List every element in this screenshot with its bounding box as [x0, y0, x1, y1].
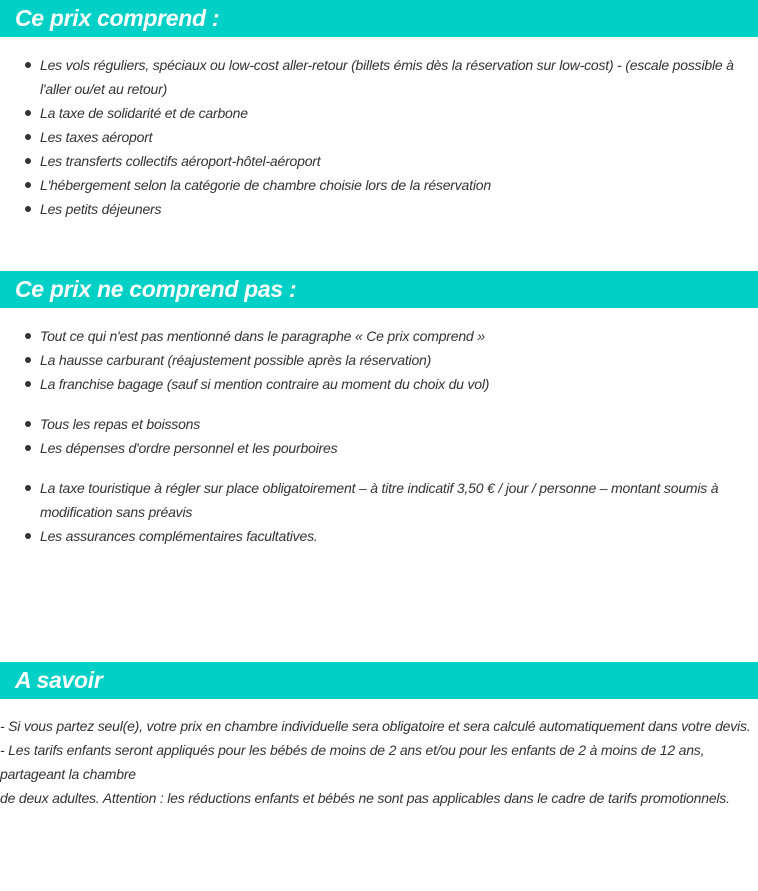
- info-section-header: [0, 662, 758, 699]
- list-item: Les assurances complémentaires facultatives.: [0, 524, 758, 548]
- list-item: La taxe touristique à régler sur place obligatoirement – à titre indicatif 3,50 € / jour / personne – montant soumis à modification sans préavis: [0, 476, 758, 524]
- list-item: L'hébergement selon la catégorie de chambre choisie lors de la réservation: [0, 173, 758, 197]
- excluded-list: [0, 324, 758, 548]
- info-section-title: A savoir: [15, 667, 103, 693]
- list-item: La hausse carburant (réajustement possible après la réservation): [0, 348, 758, 372]
- included-section-title: Ce prix comprend :: [15, 5, 220, 31]
- list-item: La taxe de solidarité et de carbone: [0, 101, 758, 125]
- excluded-section-title: Ce prix ne comprend pas :: [15, 276, 297, 302]
- list-item: Les vols réguliers, spéciaux ou low-cost aller-retour (billets émis dès la réservation sur low-cost) - (escale possible à l'aller ou/et au retour): [0, 53, 758, 101]
- list-item: Tout ce qui n'est pas mentionné dans le paragraphe « Ce prix comprend »: [0, 324, 758, 348]
- info-line: - Les tarifs enfants seront appliqués pour les bébés de moins de 2 ans et/ou pour les enfants de 2 à moins de 12 ans, partageant la chambre: [0, 742, 705, 782]
- list-item: Les taxes aéroport: [0, 125, 758, 149]
- info-line: de deux adultes. Attention : les réductions enfants et bébés ne sont pas applicables dans le cadre de tarifs promotionnels.: [0, 790, 730, 806]
- included-section-header: [0, 0, 758, 37]
- list-item: Les petits déjeuners: [0, 197, 758, 221]
- excluded-section-header: [0, 271, 758, 308]
- list-item: Les transferts collectifs aéroport-hôtel-aéroport: [0, 149, 758, 173]
- list-item: La franchise bagage (sauf si mention contraire au moment du choix du vol): [0, 372, 758, 396]
- list-item: Tous les repas et boissons: [0, 412, 758, 436]
- info-text: [0, 714, 758, 810]
- info-line: - Si vous partez seul(e), votre prix en chambre individuelle sera obligatoire et sera calculé automatiquement dans votre devis.: [0, 718, 751, 734]
- list-item: Les dépenses d'ordre personnel et les pourboires: [0, 436, 758, 460]
- included-list: [0, 53, 758, 221]
